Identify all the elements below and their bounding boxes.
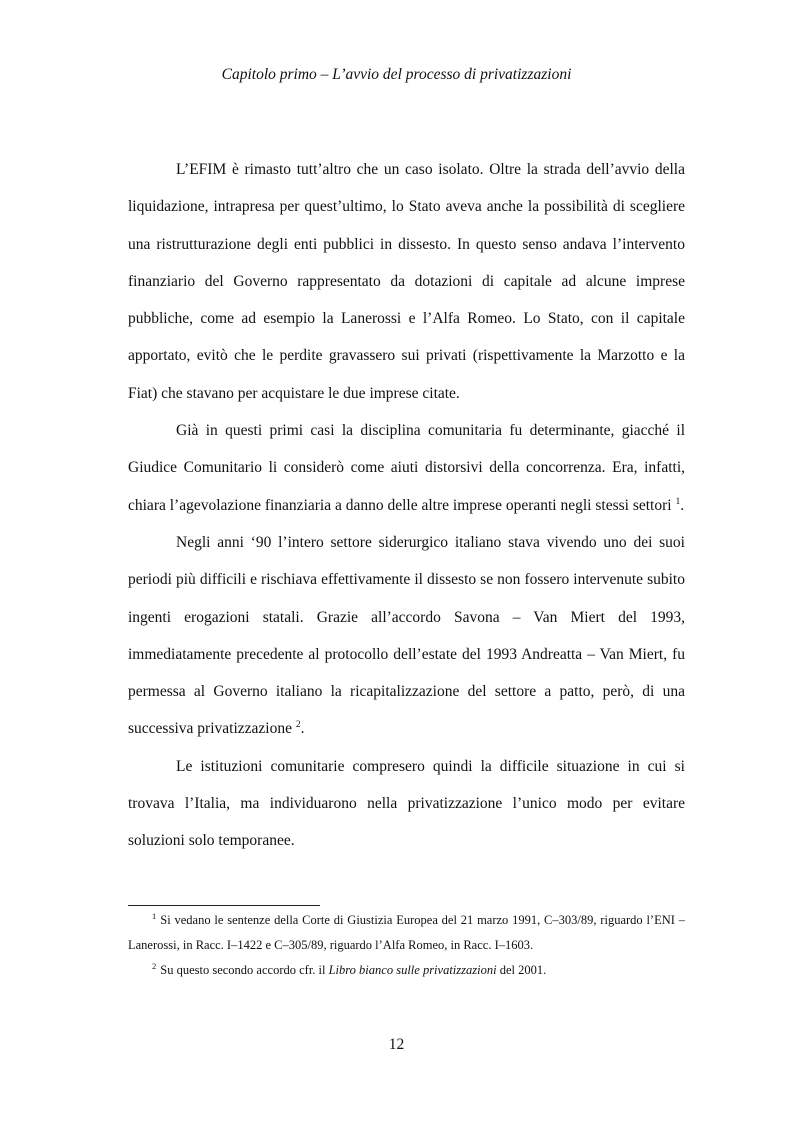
running-header: Capitolo primo – L’avvio del processo di privatizzazioni bbox=[221, 66, 572, 83]
footnote-text-start: Su questo secondo accordo cfr. il bbox=[160, 963, 329, 977]
footnote-text-end: del 2001. bbox=[496, 963, 547, 977]
paragraph-3 bbox=[128, 524, 685, 748]
main-text bbox=[128, 151, 685, 860]
paragraph-end-punct: . bbox=[300, 720, 305, 738]
footnote-ref-2[interactable]: 2 bbox=[295, 720, 301, 731]
paragraph-2 bbox=[128, 412, 685, 524]
footnote-book-title: Libro bianco sulle privatizzazioni bbox=[328, 963, 497, 977]
footnote-text: Si vedano le sentenze della Corte di Giustizia Europea del 21 marzo 1991, C–303/89, riguardo l’ENI – Lanerossi, in Racc. I–1422 e C–305/89, riguardo l’Alfa Romeo, in Racc. I–1603. bbox=[128, 913, 685, 952]
paragraph-text: Già in questi primi casi la disciplina comunitaria fu determinante, giacché il Giudice Comunitario li considerò come aiuti distorsivi della concorrenza. Era, infatti, chiara l’agevolazione finanziaria a danno delle altre imprese operanti negli stessi settori bbox=[128, 422, 685, 514]
footnote-divider bbox=[128, 905, 320, 906]
footnote-ref-1[interactable]: 1 bbox=[675, 496, 681, 507]
paragraph-text: Le istituzioni comunitarie compresero quindi la difficile situazione in cui si trovava l’Italia, ma individuarono nella privatizzazione l’unico modo per evitare soluzioni solo temporanee. bbox=[128, 757, 685, 850]
footnote-2 bbox=[128, 958, 685, 983]
paragraph-end-punct: . bbox=[680, 496, 685, 514]
page-number: 12 bbox=[388, 1036, 405, 1053]
footnote-1 bbox=[128, 908, 685, 958]
paragraph-text: Negli anni ‘90 l’intero settore siderurgico italiano stava vivendo uno dei suoi periodi più difficili e rischiava effettivamente il dissesto se non fossero intervenute subito ingenti erogazioni statali. Grazie all’accordo Savona – Van Miert del 1993, immediatamente precedente al protocollo dell’estate del 1993 Andreatta – Van Miert, fu permessa al Governo italiano la ricapitalizzazione del settore a patto, però, di una successiva privatizzazione bbox=[128, 533, 685, 738]
footnotes bbox=[128, 908, 685, 983]
footnote-mark-1: 1 bbox=[152, 910, 157, 921]
paragraph-text: L’EFIM è rimasto tutt’altro che un caso isolato. Oltre la strada dell’avvio della liquidazione, intrapresa per quest’ultimo, lo Stato aveva anche la possibilità di scegliere una ristrutturazione degli enti pubblici in dissesto. In questo senso andava l’intervento finanziario del Governo rappresentato da dotazioni di capitale ad alcune imprese pubbliche, come ad esempio la Lanerossi e l’Alfa Romeo. Lo Stato, con il capitale apportato, evitò che le perdite gravassero sui privati (rispettivamente la Marzotto e la Fiat) che stavano per acquistare le due imprese citate. bbox=[128, 161, 685, 402]
paragraph-4 bbox=[128, 748, 685, 860]
footnote-mark-2: 2 bbox=[152, 960, 157, 971]
paragraph-1 bbox=[128, 151, 685, 412]
